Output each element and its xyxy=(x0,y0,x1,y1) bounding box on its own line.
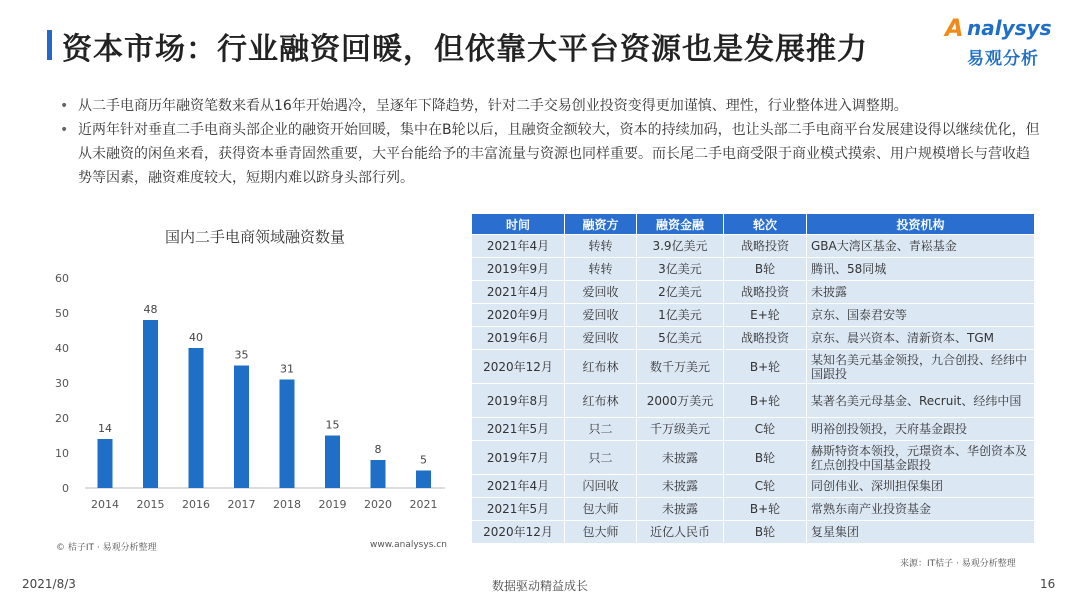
y-tick-label: 40 xyxy=(55,342,69,355)
cell-company: 包大师 xyxy=(565,521,637,544)
x-tick-label: 2016 xyxy=(182,498,210,511)
col-header-company: 融资方 xyxy=(565,214,637,235)
cell-time: 2021年4月 xyxy=(472,281,565,304)
bullet-item-1: • 从二手电商历年融资笔数来看从16年开始遇冷，呈逐年下降趋势，针对二手交易创业投资变得更加谨慎、理性，行业整体进入调整期。 xyxy=(60,94,1040,118)
cell-investors: 明裕创投领投，天府基金跟投 xyxy=(807,418,1035,441)
analysys-logo xyxy=(945,14,1055,74)
cell-amount: 3亿美元 xyxy=(637,258,724,281)
cell-amount: 5亿美元 xyxy=(637,327,724,350)
cell-company: 爱回收 xyxy=(565,281,637,304)
x-tick-label: 2020 xyxy=(364,498,392,511)
financing-table xyxy=(471,213,1035,544)
cell-time: 2019年9月 xyxy=(472,258,565,281)
table-source: 来源：IT桔子 · 易观分析整理 xyxy=(900,559,1016,569)
logo-chinese-name: 易观分析 xyxy=(967,49,1039,69)
cell-round: B+轮 xyxy=(724,498,807,521)
cell-round: B轮 xyxy=(724,258,807,281)
logo-letter-a: A xyxy=(945,14,964,42)
data-label: 8 xyxy=(374,443,382,456)
title-accent-bar xyxy=(47,30,52,60)
summary-bullets xyxy=(60,94,1040,190)
table-row xyxy=(472,441,1035,475)
cell-time: 2021年5月 xyxy=(472,418,565,441)
data-label: 40 xyxy=(189,331,203,344)
cell-investors: 赫斯特资本领投，元璟资本、华创资本及红点创投中国基金跟投 xyxy=(807,441,1035,475)
cell-time: 2021年4月 xyxy=(472,235,565,258)
cell-investors: 同创伟业、深圳担保集团 xyxy=(807,475,1035,498)
cell-round: B轮 xyxy=(724,441,807,475)
cell-round: 战略投资 xyxy=(724,281,807,304)
page-number: 16 xyxy=(1040,577,1056,591)
cell-amount: 未披露 xyxy=(637,498,724,521)
chart-source: © 桔子IT · 易观分析整理 xyxy=(56,543,157,553)
cell-investors: GBA大湾区基金、青崧基金 xyxy=(807,235,1035,258)
cell-company: 只二 xyxy=(565,441,637,475)
bar xyxy=(371,460,386,488)
bar xyxy=(189,348,204,488)
y-tick-label: 20 xyxy=(55,412,69,425)
table-row xyxy=(472,258,1035,281)
data-label: 31 xyxy=(280,362,294,376)
footer-date: 2021/8/3 xyxy=(22,577,76,591)
data-label: 35 xyxy=(234,348,249,362)
y-tick-label: 10 xyxy=(55,447,69,460)
cell-round: B轮 xyxy=(724,521,807,544)
table-row xyxy=(472,384,1035,418)
bar xyxy=(325,436,340,489)
cell-company: 只二 xyxy=(565,418,637,441)
bar xyxy=(416,471,431,489)
cell-investors: 京东、晨兴资本、清新资本、TGM xyxy=(807,327,1035,350)
x-tick-label: 2018 xyxy=(273,498,301,511)
table-row xyxy=(472,327,1035,350)
cell-company: 闪回收 xyxy=(565,475,637,498)
cell-time: 2019年6月 xyxy=(472,327,565,350)
cell-amount: 近亿人民币 xyxy=(637,521,724,544)
y-tick-label: 30 xyxy=(55,377,69,390)
table-row xyxy=(472,304,1035,327)
footer-slogan: 数据驱动精益成长 xyxy=(491,579,588,593)
cell-amount: 3.9亿美元 xyxy=(637,235,724,258)
x-tick-label: 2021 xyxy=(409,498,438,511)
cell-round: B+轮 xyxy=(724,350,807,384)
cell-time: 2021年4月 xyxy=(472,475,565,498)
table-row xyxy=(472,350,1035,384)
cell-round: 战略投资 xyxy=(724,235,807,258)
table-row xyxy=(472,418,1035,441)
cell-amount: 数千万美元 xyxy=(637,350,724,384)
y-tick-label: 60 xyxy=(55,272,69,285)
table-row xyxy=(472,498,1035,521)
y-tick-label: 0 xyxy=(62,482,69,495)
cell-time: 2019年8月 xyxy=(472,384,565,418)
bar xyxy=(98,439,113,488)
cell-company: 爱回收 xyxy=(565,327,637,350)
cell-time: 2021年5月 xyxy=(472,498,565,521)
cell-round: C轮 xyxy=(724,475,807,498)
cell-round: 战略投资 xyxy=(724,327,807,350)
table-row xyxy=(472,281,1035,304)
cell-investors: 某知名美元基金领投，九合创投、经纬中国跟投 xyxy=(807,350,1035,384)
bullet-item-2: • 近两年针对垂直二手电商头部企业的融资开始回暖，集中在B轮以后，且融资金额较大，资本的持续加码，也让头部二手电商平台发展建设得以继续优化，但从未融资的闲鱼来看，获得资本垂青固然重要，大平台能给予的丰富流量与资源也同样重要。而长尾二手电商受限于商业模式摸索、用户规模增长与营收趋势等因素，融资难度较大，短期内难以跻身头部行列。 xyxy=(60,118,1040,190)
data-label: 5 xyxy=(420,453,427,467)
cell-investors: 腾讯、58同城 xyxy=(807,258,1035,281)
cell-time: 2020年12月 xyxy=(472,350,565,384)
cell-company: 红布林 xyxy=(565,350,637,384)
cell-amount: 未披露 xyxy=(637,475,724,498)
cell-amount: 2000万美元 xyxy=(637,384,724,418)
cell-company: 转转 xyxy=(565,258,637,281)
cell-amount: 千万级美元 xyxy=(637,418,724,441)
col-header-investors: 投资机构 xyxy=(807,214,1035,235)
cell-time: 2019年7月 xyxy=(472,441,565,475)
cell-investors: 京东、国泰君安等 xyxy=(807,304,1035,327)
table-row xyxy=(472,235,1035,258)
cell-amount: 1亿美元 xyxy=(637,304,724,327)
bar xyxy=(234,366,249,489)
x-tick-label: 2015 xyxy=(136,498,165,511)
col-header-time: 时间 xyxy=(472,214,565,235)
chart-title: 国内二手电商领域融资数量 xyxy=(164,228,345,246)
table-header-row xyxy=(472,214,1035,235)
page-title: 资本市场：行业融资回暖，但依靠大平台资源也是发展推力 xyxy=(62,32,868,67)
col-header-round: 轮次 xyxy=(724,214,807,235)
y-tick-label: 50 xyxy=(55,307,69,320)
cell-investors: 某著名美元母基金、Recruit、经纬中国 xyxy=(807,384,1035,418)
cell-company: 包大师 xyxy=(565,498,637,521)
x-tick-label: 2014 xyxy=(91,498,119,511)
cell-company: 转转 xyxy=(565,235,637,258)
cell-round: C轮 xyxy=(724,418,807,441)
cell-amount: 未披露 xyxy=(637,441,724,475)
data-label: 48 xyxy=(143,303,158,316)
data-label: 15 xyxy=(325,418,340,432)
funding-count-bar-chart xyxy=(55,262,445,522)
x-tick-label: 2019 xyxy=(318,498,347,511)
cell-company: 爱回收 xyxy=(565,304,637,327)
cell-investors: 未披露 xyxy=(807,281,1035,304)
data-label: 14 xyxy=(98,422,112,435)
cell-investors: 复星集团 xyxy=(807,521,1035,544)
cell-amount: 2亿美元 xyxy=(637,281,724,304)
cell-time: 2020年12月 xyxy=(472,521,565,544)
logo-wordmark: nalysys xyxy=(967,16,1052,40)
chart-url: www.analysys.cn xyxy=(370,540,447,550)
cell-investors: 常熟东南产业投资基金 xyxy=(807,498,1035,521)
cell-round: B+轮 xyxy=(724,384,807,418)
table-row xyxy=(472,475,1035,498)
bar xyxy=(143,320,158,488)
col-header-amount: 融资金融 xyxy=(637,214,724,235)
cell-company: 红布林 xyxy=(565,384,637,418)
cell-time: 2020年9月 xyxy=(472,304,565,327)
bar xyxy=(280,380,295,489)
table-row xyxy=(472,521,1035,544)
x-tick-label: 2017 xyxy=(227,498,256,511)
cell-round: E+轮 xyxy=(724,304,807,327)
